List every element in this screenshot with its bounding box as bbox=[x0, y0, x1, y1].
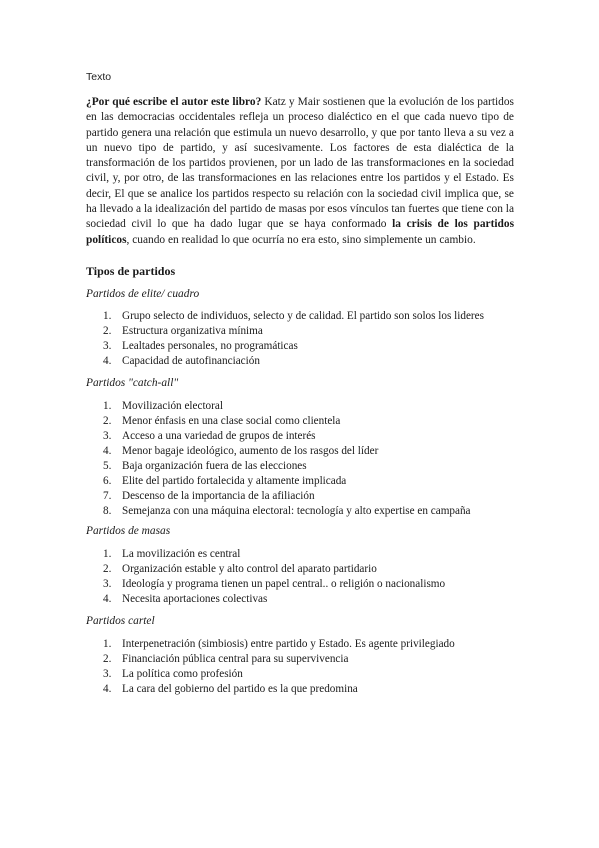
list-item: 1. Movilización electoral bbox=[103, 400, 223, 412]
list-item: 2. Financiación pública central para su supervivencia bbox=[103, 653, 349, 665]
list-item-text: Capacidad de autofinanciación bbox=[122, 355, 260, 367]
list-item-text: La cara del gobierno del partido es la que predomina bbox=[122, 683, 358, 695]
intro-text-2: , cuando en realidad lo que ocurría no era esto, sino simplemente un cambio. bbox=[126, 233, 476, 246]
list-item: 4. Necesita aportaciones colectivas bbox=[103, 593, 268, 605]
list-elite bbox=[86, 309, 484, 369]
section-title-elite: Partidos de elite/ cuadro bbox=[86, 288, 200, 300]
list-cartel bbox=[86, 637, 455, 697]
list-item: 2. Menor énfasis en una clase social como clientela bbox=[103, 415, 341, 427]
intro-paragraph bbox=[86, 95, 514, 248]
intro-text-1: Katz y Mair sostienen que la evolución de los partidos en las democracias occidentales refleja un proceso dialéctico en el que cada nuevo tipo de partido genera una relación que estimula un nuevo desarrollo, y que por tanto lleva a su vez a un nuevo tipo de partido, y así sucesivamente. Los factores de esta dialéctica de la transformación de los partidos provienen, por un lado de las transformaciones en la sociedad civil, y, por otro, de las transformaciones en las relaciones entre los partidos y el Estado. Es decir, El que se analice los partidos respecto su relación con la sociedad civil implica que, se ha llevado a la idealización del partido de masas por esos vínculos tan fuertes que tiene con la sociedad civil lo que ha dado lugar que se haya conformado bbox=[86, 96, 514, 231]
list-item-text: Acceso a una variedad de grupos de interés bbox=[122, 430, 316, 442]
list-item: 3. La política como profesión bbox=[103, 668, 243, 680]
list-item-text: Grupo selecto de individuos, selecto y de calidad. El partido son solos los lideres bbox=[122, 310, 484, 322]
section-title-cartel: Partidos cartel bbox=[86, 615, 155, 627]
list-item: 6. Elite del partido fortalecida y altamente implicada bbox=[103, 475, 347, 487]
list-catch-all bbox=[86, 399, 471, 519]
list-item: 1. Interpenetración (simbiosis) entre partido y Estado. Es agente privilegiado bbox=[103, 638, 455, 650]
list-item-text: La movilización es central bbox=[122, 548, 241, 560]
list-item: 3. Lealtades personales, no programáticas bbox=[103, 340, 298, 352]
list-item-text: Interpenetración (simbiosis) entre partido y Estado. Es agente privilegiado bbox=[122, 638, 455, 650]
list-item-text: La política como profesión bbox=[122, 668, 243, 680]
list-item-text: Necesita aportaciones colectivas bbox=[122, 593, 268, 605]
list-item: 4. Capacidad de autofinanciación bbox=[103, 355, 260, 367]
list-item: 5. Baja organización fuera de las elecciones bbox=[103, 460, 307, 472]
list-item: 8. Semejanza con una máquina electoral: tecnología y alto expertise en campaña bbox=[103, 505, 471, 517]
list-item: 2. Estructura organizativa mínima bbox=[103, 325, 263, 337]
list-item-text: Menor énfasis en una clase social como clientela bbox=[122, 415, 341, 427]
section-title-catch-all: Partidos "catch-all" bbox=[86, 377, 179, 389]
intro-question: ¿Por qué escribe el autor este libro? bbox=[86, 96, 262, 108]
list-item-text: Menor bagaje ideológico, aumento de los rasgos del líder bbox=[122, 445, 379, 457]
list-item-text: Baja organización fuera de las elecciones bbox=[122, 460, 307, 472]
section-title-masas: Partidos de masas bbox=[86, 525, 171, 537]
list-item-text: Descenso de la importancia de la afiliación bbox=[122, 490, 315, 502]
list-item: 3. Ideología y programa tienen un papel central.. o religión o nacionalismo bbox=[103, 578, 446, 590]
list-masas bbox=[86, 547, 445, 607]
list-item-text: Elite del partido fortalecida y altamente implicada bbox=[122, 475, 347, 487]
list-item: 1. Grupo selecto de individuos, selecto y de calidad. El partido son solos los lideres bbox=[103, 310, 484, 322]
list-item-text: Estructura organizativa mínima bbox=[122, 325, 263, 337]
list-item: 4. La cara del gobierno del partido es la que predomina bbox=[103, 683, 358, 695]
list-item-text: Financiación pública central para su supervivencia bbox=[122, 653, 349, 665]
list-item: 1. La movilización es central bbox=[103, 548, 241, 560]
list-item: 3. Acceso a una variedad de grupos de interés bbox=[103, 430, 316, 442]
list-item: 4. Menor bagaje ideológico, aumento de los rasgos del líder bbox=[103, 445, 379, 457]
list-item-text: Ideología y programa tienen un papel central.. o religión o nacionalismo bbox=[122, 578, 446, 590]
list-item-text: Movilización electoral bbox=[122, 400, 223, 412]
list-item: 7. Descenso de la importancia de la afiliación bbox=[103, 490, 315, 502]
list-item-text: Semejanza con una máquina electoral: tecnología y alto expertise en campaña bbox=[122, 505, 471, 517]
tipos-heading: Tipos de partidos bbox=[86, 264, 176, 278]
list-item: 2. Organización estable y alto control del aparato partidario bbox=[103, 563, 377, 575]
intro-emphasis: la crisis de los partidos políticos bbox=[86, 218, 515, 246]
list-item-text: Organización estable y alto control del aparato partidario bbox=[122, 563, 377, 575]
list-item-text: Lealtades personales, no programáticas bbox=[122, 340, 298, 352]
section-label: Texto bbox=[86, 71, 112, 83]
